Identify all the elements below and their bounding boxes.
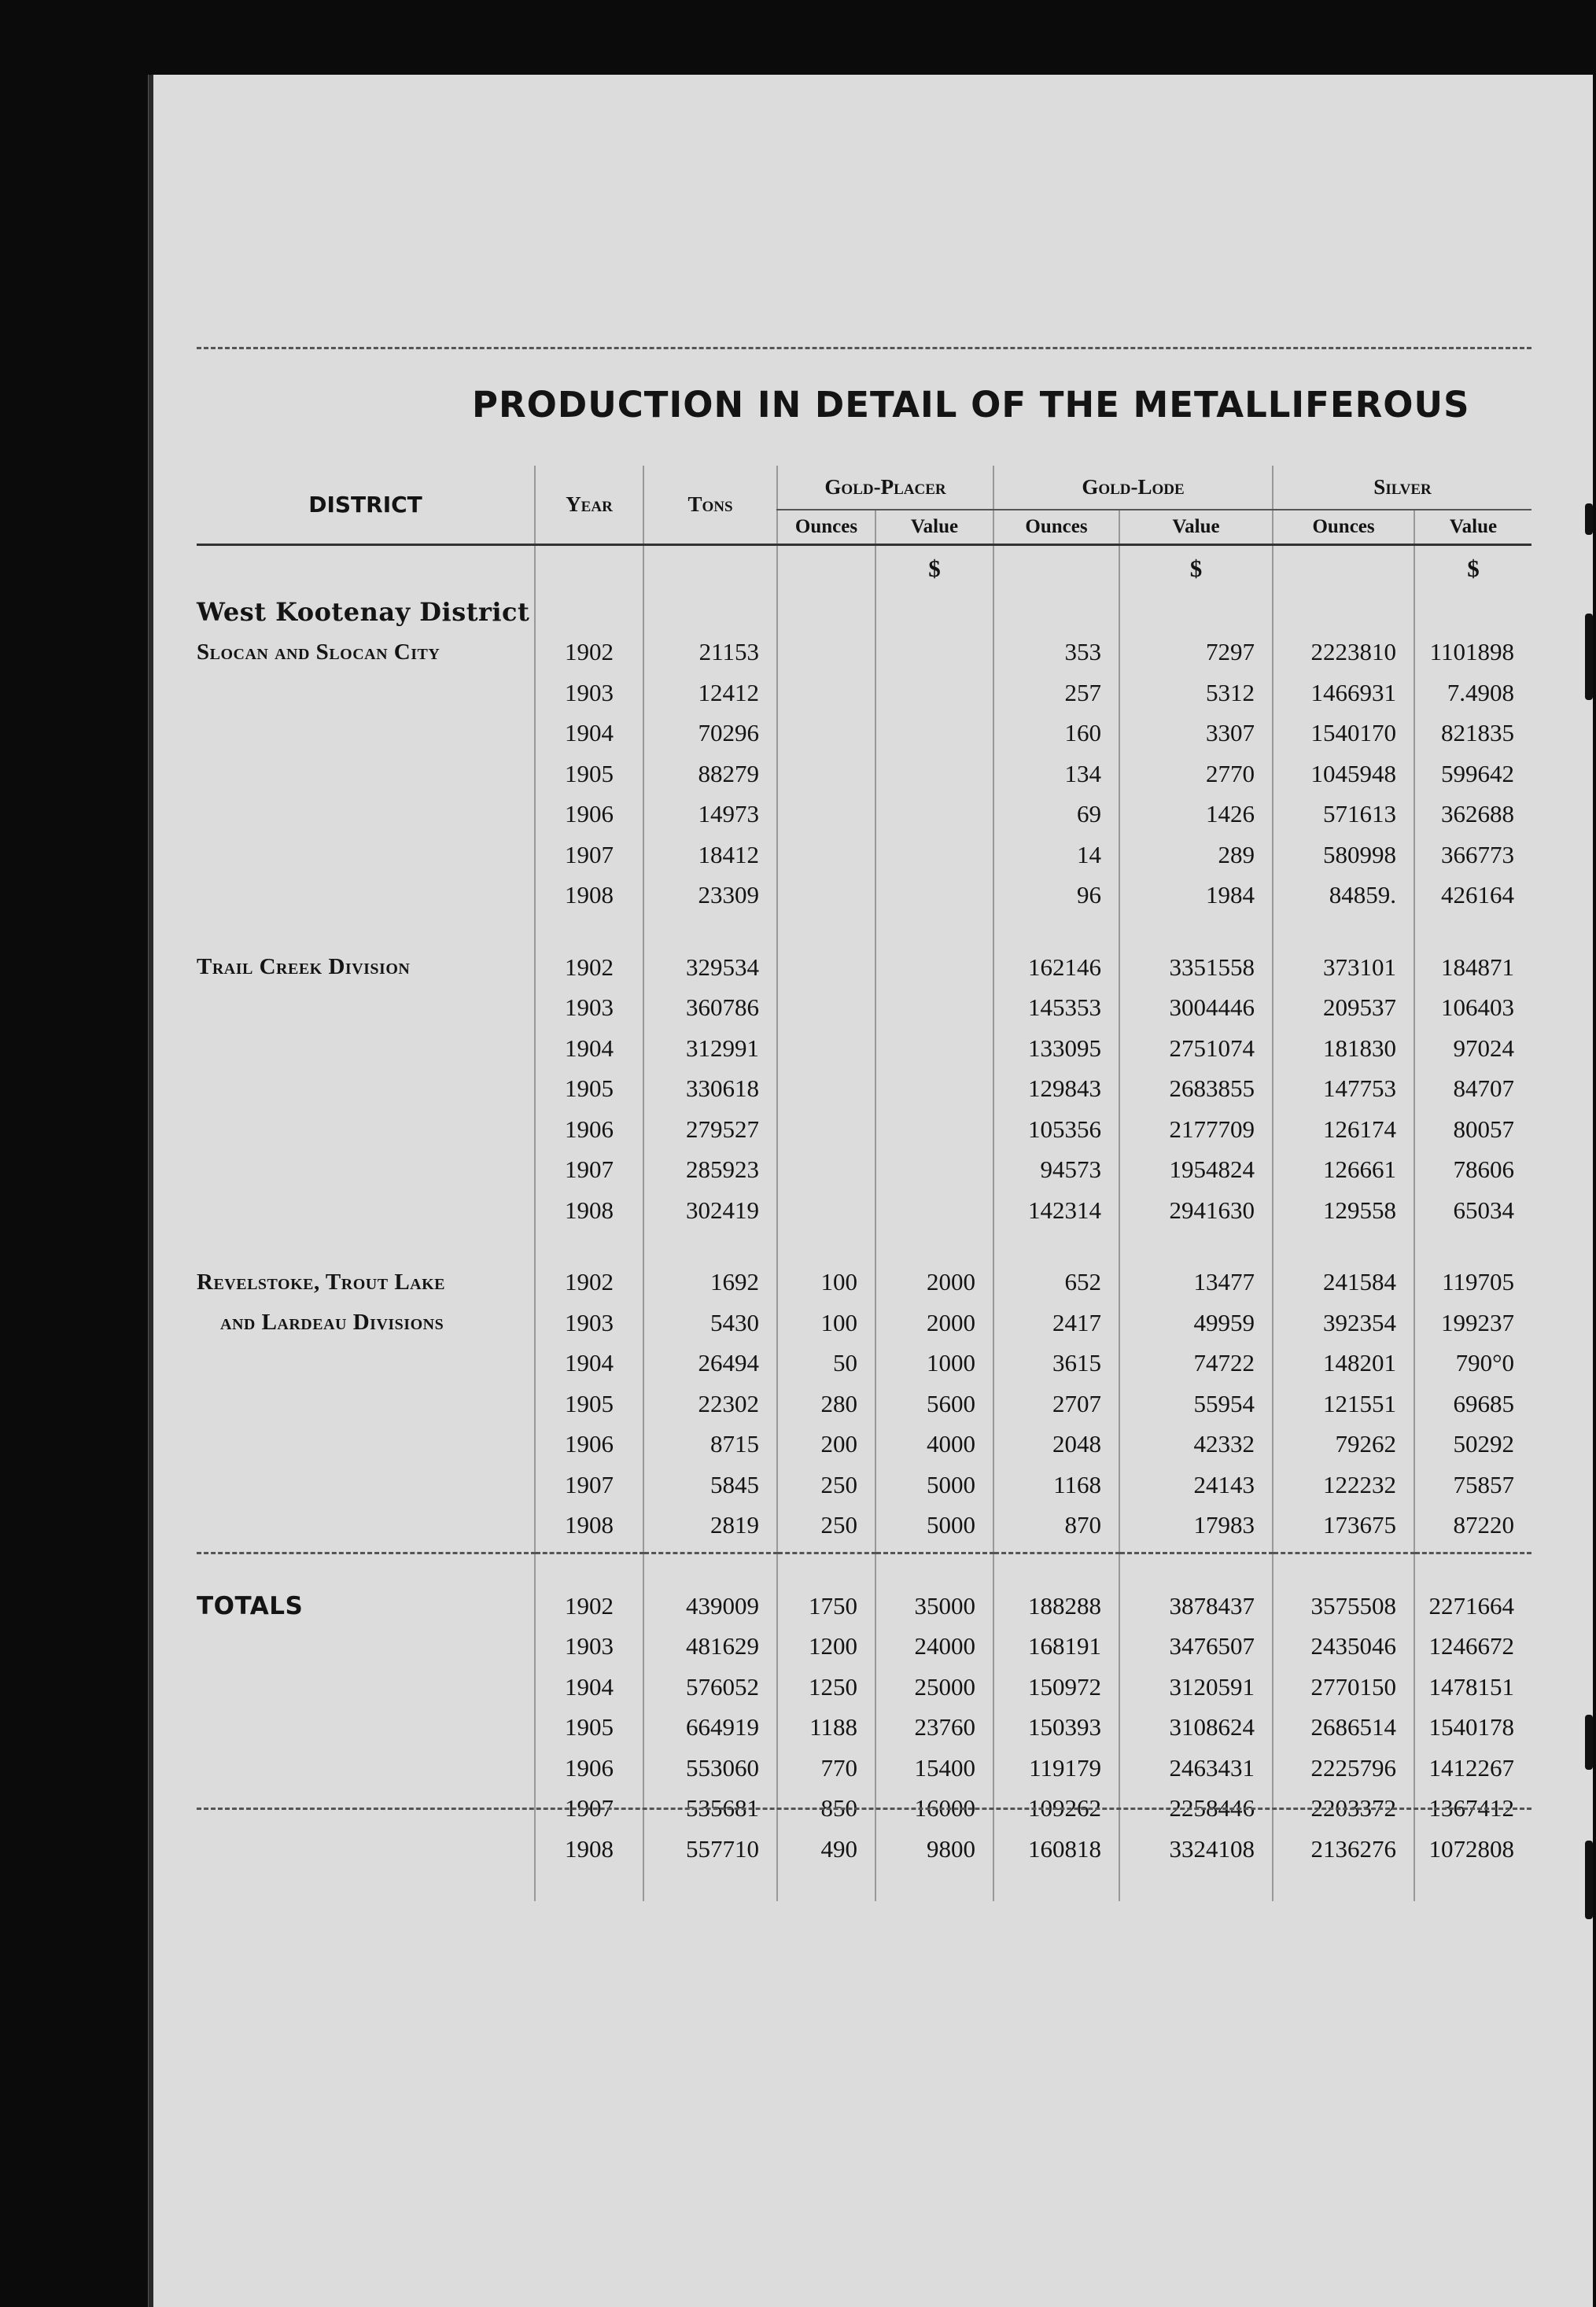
gold-placer-ounces-cell — [777, 1109, 875, 1150]
year-cell: 1906 — [535, 1109, 643, 1150]
silver-ounces-cell: 2136276 — [1273, 1829, 1414, 1870]
year-cell: 1907 — [535, 1789, 643, 1830]
gold-placer-value-cell: 5000 — [875, 1465, 993, 1505]
district-name: West Kootenay District — [197, 596, 530, 627]
silver-ounces-cell: 173675 — [1273, 1505, 1414, 1546]
gold-lode-value-cell: 1954824 — [1119, 1150, 1273, 1191]
header-silver-ounces: Ounces — [1273, 510, 1414, 544]
gold-lode-value-cell: 2463431 — [1119, 1748, 1273, 1789]
gold-placer-value-cell: 25000 — [875, 1667, 993, 1708]
gold-placer-ounces-cell: 1188 — [777, 1708, 875, 1749]
tons-cell: 576052 — [643, 1667, 777, 1708]
header-tons: Tons — [643, 466, 777, 544]
gold-lode-ounces-cell: 145353 — [993, 988, 1119, 1029]
table-row — [197, 713, 1531, 754]
gold-lode-ounces-cell: 150972 — [993, 1667, 1119, 1708]
silver-ounces-cell: 2435046 — [1273, 1627, 1414, 1668]
header-year: Year — [535, 466, 643, 544]
silver-ounces-cell: 147753 — [1273, 1069, 1414, 1110]
gold-placer-value-cell: 4000 — [875, 1424, 993, 1465]
silver-ounces-cell: 129558 — [1273, 1190, 1414, 1231]
tons-cell: 439009 — [643, 1586, 777, 1627]
gold-lode-ounces-cell: 652 — [993, 1262, 1119, 1303]
table-row — [197, 1424, 1531, 1465]
year-cell: 1905 — [535, 754, 643, 794]
section-spacer — [197, 916, 1531, 947]
table-row — [197, 1465, 1531, 1505]
gold-lode-ounces-cell: 14 — [993, 835, 1119, 875]
gold-lode-value-cell: 2258446 — [1119, 1789, 1273, 1830]
gold-placer-value-cell: 2000 — [875, 1303, 993, 1343]
tons-cell: 23309 — [643, 875, 777, 916]
year-cell: 1905 — [535, 1069, 643, 1110]
table-row — [197, 632, 1531, 673]
gold-placer-value-cell — [875, 1069, 993, 1110]
table-row — [197, 1384, 1531, 1424]
gold-lode-value-cell: 3120591 — [1119, 1667, 1273, 1708]
year-cell: 1902 — [535, 632, 643, 673]
year-cell: 1904 — [535, 713, 643, 754]
table-row — [197, 875, 1531, 916]
gold-lode-ounces-cell: 168191 — [993, 1627, 1119, 1668]
year-cell: 1907 — [535, 1150, 643, 1191]
silver-ounces-cell: 209537 — [1273, 988, 1414, 1029]
year-cell: 1904 — [535, 1667, 643, 1708]
table-row — [197, 1150, 1531, 1191]
gold-lode-value-cell: 2751074 — [1119, 1028, 1273, 1069]
gold-placer-value-cell: 9800 — [875, 1829, 993, 1870]
binding-mark — [1585, 1715, 1593, 1770]
gold-lode-ounces-cell: 870 — [993, 1505, 1119, 1546]
tons-cell: 26494 — [643, 1343, 777, 1384]
gold-lode-ounces-cell: 133095 — [993, 1028, 1119, 1069]
silver-ounces-cell: 1540170 — [1273, 713, 1414, 754]
gold-placer-ounces-cell — [777, 1150, 875, 1191]
tons-cell: 664919 — [643, 1708, 777, 1749]
table-row — [197, 673, 1531, 713]
district-name: Slocan and Slocan City — [197, 639, 440, 665]
gold-placer-value-cell — [875, 1109, 993, 1150]
silver-value-cell: 80057 — [1414, 1109, 1531, 1150]
year-cell: 1908 — [535, 875, 643, 916]
tons-cell: 302419 — [643, 1190, 777, 1231]
tons-cell: 70296 — [643, 713, 777, 754]
tons-cell: 22302 — [643, 1384, 777, 1424]
gold-lode-ounces-cell: 109262 — [993, 1789, 1119, 1830]
gold-lode-value-cell: 2941630 — [1119, 1190, 1273, 1231]
silver-ounces-cell: 79262 — [1273, 1424, 1414, 1465]
gold-lode-ounces-cell: 2048 — [993, 1424, 1119, 1465]
district-name: Revelstoke, Trout Lake — [197, 1269, 445, 1295]
gold-lode-value-cell: 17983 — [1119, 1505, 1273, 1546]
gold-lode-ounces-cell: 353 — [993, 632, 1119, 673]
year-cell: 1904 — [535, 1028, 643, 1069]
silver-value-cell: 426164 — [1414, 875, 1531, 916]
gold-placer-ounces-cell: 250 — [777, 1465, 875, 1505]
gold-placer-ounces-cell: 100 — [777, 1262, 875, 1303]
gold-lode-ounces-cell: 150393 — [993, 1708, 1119, 1749]
year-cell: 1902 — [535, 947, 643, 988]
silver-ounces-cell: 2203372 — [1273, 1789, 1414, 1830]
gold-placer-value-cell — [875, 1028, 993, 1069]
binding-mark — [1585, 503, 1593, 535]
currency-row — [197, 544, 1531, 591]
header-gold-lode-value: Value — [1119, 510, 1273, 544]
gold-lode-dollar-sign: $ — [1119, 544, 1273, 591]
gold-placer-ounces-cell — [777, 713, 875, 754]
table-row — [197, 1303, 1531, 1343]
gold-placer-ounces-cell: 280 — [777, 1384, 875, 1424]
table-row — [197, 1748, 1531, 1789]
silver-value-cell: 1367412 — [1414, 1789, 1531, 1830]
gold-placer-ounces-cell: 1200 — [777, 1627, 875, 1668]
gold-placer-value-cell: 2000 — [875, 1262, 993, 1303]
gold-lode-value-cell: 24143 — [1119, 1465, 1273, 1505]
gold-placer-value-cell: 23760 — [875, 1708, 993, 1749]
gold-lode-value-cell: 13477 — [1119, 1262, 1273, 1303]
silver-value-cell: 1540178 — [1414, 1708, 1531, 1749]
silver-ounces-cell: 181830 — [1273, 1028, 1414, 1069]
table-row — [197, 1109, 1531, 1150]
tons-cell: 285923 — [643, 1150, 777, 1191]
header-silver-value: Value — [1414, 510, 1531, 544]
silver-ounces-cell: 84859. — [1273, 875, 1414, 916]
gold-lode-value-cell: 1426 — [1119, 794, 1273, 835]
year-cell: 1903 — [535, 1627, 643, 1668]
gold-placer-value-cell: 16000 — [875, 1789, 993, 1830]
tons-cell: 14973 — [643, 794, 777, 835]
gold-lode-ounces-cell: 94573 — [993, 1150, 1119, 1191]
silver-value-cell: 599642 — [1414, 754, 1531, 794]
binding-mark — [1585, 614, 1593, 700]
year-cell: 1904 — [535, 1343, 643, 1384]
silver-value-cell: 69685 — [1414, 1384, 1531, 1424]
gold-lode-value-cell: 42332 — [1119, 1424, 1273, 1465]
silver-value-cell: 2271664 — [1414, 1586, 1531, 1627]
silver-ounces-cell: 2223810 — [1273, 632, 1414, 673]
gold-placer-ounces-cell: 200 — [777, 1424, 875, 1465]
tons-cell: 553060 — [643, 1748, 777, 1789]
gold-lode-ounces-cell: 160 — [993, 713, 1119, 754]
table-row — [197, 1627, 1531, 1668]
gold-placer-ounces-cell — [777, 794, 875, 835]
header-gold-lode-ounces: Ounces — [993, 510, 1119, 544]
silver-ounces-cell: 571613 — [1273, 794, 1414, 835]
gold-lode-value-cell: 55954 — [1119, 1384, 1273, 1424]
gold-placer-ounces-cell: 770 — [777, 1748, 875, 1789]
gold-lode-ounces-cell: 257 — [993, 673, 1119, 713]
header-silver: Silver — [1273, 466, 1531, 510]
gold-placer-value-cell: 1000 — [875, 1343, 993, 1384]
silver-value-cell: 1412267 — [1414, 1748, 1531, 1789]
tons-cell: 279527 — [643, 1109, 777, 1150]
silver-ounces-cell: 373101 — [1273, 947, 1414, 988]
district-name: and Lardeau Divisions — [220, 1310, 444, 1336]
silver-ounces-cell: 2770150 — [1273, 1667, 1414, 1708]
gold-placer-value-cell — [875, 875, 993, 916]
silver-value-cell: 199237 — [1414, 1303, 1531, 1343]
gold-placer-value-cell: 5000 — [875, 1505, 993, 1546]
silver-ounces-cell: 392354 — [1273, 1303, 1414, 1343]
gold-placer-value-cell: 24000 — [875, 1627, 993, 1668]
table-row — [197, 1069, 1531, 1110]
silver-value-cell: 7.4908 — [1414, 673, 1531, 713]
tons-cell: 312991 — [643, 1028, 777, 1069]
year-cell: 1906 — [535, 1424, 643, 1465]
gold-placer-value-cell: 15400 — [875, 1748, 993, 1789]
year-cell: 1906 — [535, 794, 643, 835]
bottom-dashed-rule — [197, 1808, 1531, 1810]
silver-ounces-cell: 122232 — [1273, 1465, 1414, 1505]
silver-value-cell: 362688 — [1414, 794, 1531, 835]
silver-ounces-cell: 2686514 — [1273, 1708, 1414, 1749]
table-row — [197, 754, 1531, 794]
tons-cell: 8715 — [643, 1424, 777, 1465]
header-gold-placer-ounces: Ounces — [777, 510, 875, 544]
tons-cell: 2819 — [643, 1505, 777, 1546]
silver-value-cell: 1101898 — [1414, 632, 1531, 673]
section-spacer — [197, 1231, 1531, 1262]
gold-placer-ounces-cell — [777, 673, 875, 713]
year-cell: 1905 — [535, 1708, 643, 1749]
year-cell: 1903 — [535, 1303, 643, 1343]
silver-dollar-sign: $ — [1414, 544, 1531, 591]
table-row — [197, 947, 1531, 988]
tons-cell: 535681 — [643, 1789, 777, 1830]
year-cell: 1906 — [535, 1748, 643, 1789]
silver-value-cell: 184871 — [1414, 947, 1531, 988]
silver-value-cell: 366773 — [1414, 835, 1531, 875]
silver-value-cell: 97024 — [1414, 1028, 1531, 1069]
silver-ounces-cell: 3575508 — [1273, 1586, 1414, 1627]
tons-cell: 5845 — [643, 1465, 777, 1505]
tons-cell: 1692 — [643, 1262, 777, 1303]
gold-lode-ounces-cell: 162146 — [993, 947, 1119, 988]
gold-placer-value-cell — [875, 794, 993, 835]
gold-placer-value-cell: 5600 — [875, 1384, 993, 1424]
table-tail — [197, 1870, 1531, 1901]
silver-value-cell: 65034 — [1414, 1190, 1531, 1231]
tons-cell: 88279 — [643, 754, 777, 794]
silver-value-cell: 119705 — [1414, 1262, 1531, 1303]
year-cell: 1908 — [535, 1829, 643, 1870]
gold-placer-value-cell — [875, 835, 993, 875]
gold-lode-value-cell: 49959 — [1119, 1303, 1273, 1343]
header-gold-placer-value: Value — [875, 510, 993, 544]
gold-placer-dollar-sign: $ — [875, 544, 993, 591]
year-cell: 1902 — [535, 1262, 643, 1303]
top-dashed-rule — [197, 347, 1531, 349]
gold-placer-ounces-cell: 850 — [777, 1789, 875, 1830]
silver-ounces-cell: 580998 — [1273, 835, 1414, 875]
gold-placer-ounces-cell — [777, 988, 875, 1029]
table-row — [197, 1586, 1531, 1627]
table-row — [197, 1829, 1531, 1870]
tons-cell: 360786 — [643, 988, 777, 1029]
gold-lode-ounces-cell: 188288 — [993, 1586, 1119, 1627]
tons-cell: 5430 — [643, 1303, 777, 1343]
gold-placer-value-cell — [875, 673, 993, 713]
gold-placer-value-cell — [875, 1190, 993, 1231]
year-cell: 1903 — [535, 673, 643, 713]
gold-lode-value-cell: 2770 — [1119, 754, 1273, 794]
gold-lode-value-cell: 3476507 — [1119, 1627, 1273, 1668]
year-cell: 1903 — [535, 988, 643, 1029]
gold-lode-ounces-cell: 2417 — [993, 1303, 1119, 1343]
gold-placer-ounces-cell — [777, 754, 875, 794]
gold-lode-value-cell: 7297 — [1119, 632, 1273, 673]
section-spacer — [197, 1553, 1531, 1587]
gold-placer-value-cell: 35000 — [875, 1586, 993, 1627]
tons-cell: 481629 — [643, 1627, 777, 1668]
year-cell: 1908 — [535, 1190, 643, 1231]
table-row — [197, 1708, 1531, 1749]
gold-placer-ounces-cell — [777, 632, 875, 673]
production-table — [197, 466, 1531, 1901]
gold-lode-ounces-cell: 96 — [993, 875, 1119, 916]
silver-value-cell: 1246672 — [1414, 1627, 1531, 1668]
gold-lode-ounces-cell: 160818 — [993, 1829, 1119, 1870]
gold-lode-ounces-cell: 1168 — [993, 1465, 1119, 1505]
district-name: Trail Creek Division — [197, 954, 411, 980]
table-row — [197, 988, 1531, 1029]
table-row — [197, 1343, 1531, 1384]
gold-placer-ounces-cell: 100 — [777, 1303, 875, 1343]
district-heading-row — [197, 591, 1531, 632]
silver-ounces-cell: 126174 — [1273, 1109, 1414, 1150]
gold-placer-ounces-cell: 50 — [777, 1343, 875, 1384]
silver-value-cell: 1072808 — [1414, 1829, 1531, 1870]
header-gold-placer: Gold-Placer — [777, 466, 993, 510]
gold-lode-value-cell: 74722 — [1119, 1343, 1273, 1384]
gold-placer-value-cell — [875, 713, 993, 754]
gold-placer-ounces-cell: 1750 — [777, 1586, 875, 1627]
gold-placer-ounces-cell — [777, 875, 875, 916]
silver-value-cell: 87220 — [1414, 1505, 1531, 1546]
gold-placer-ounces-cell — [777, 947, 875, 988]
totals-separator — [197, 1546, 1531, 1553]
tons-cell: 330618 — [643, 1069, 777, 1110]
table-row — [197, 1028, 1531, 1069]
tons-cell: 557710 — [643, 1829, 777, 1870]
gold-lode-ounces-cell: 119179 — [993, 1748, 1119, 1789]
year-cell: 1908 — [535, 1505, 643, 1546]
gold-lode-value-cell: 3004446 — [1119, 988, 1273, 1029]
gold-placer-ounces-cell: 1250 — [777, 1667, 875, 1708]
tons-cell: 12412 — [643, 673, 777, 713]
table-row — [197, 1262, 1531, 1303]
silver-ounces-cell: 1466931 — [1273, 673, 1414, 713]
tons-cell: 18412 — [643, 835, 777, 875]
gold-placer-ounces-cell — [777, 1069, 875, 1110]
gold-lode-value-cell: 289 — [1119, 835, 1273, 875]
gold-lode-ounces-cell: 2707 — [993, 1384, 1119, 1424]
table-row — [197, 794, 1531, 835]
silver-ounces-cell: 121551 — [1273, 1384, 1414, 1424]
gold-placer-value-cell — [875, 988, 993, 1029]
year-cell: 1907 — [535, 1465, 643, 1505]
gold-placer-value-cell — [875, 754, 993, 794]
tons-cell: 21153 — [643, 632, 777, 673]
table-row — [197, 1505, 1531, 1546]
silver-value-cell: 821835 — [1414, 713, 1531, 754]
gold-placer-value-cell — [875, 632, 993, 673]
binding-mark — [1585, 1841, 1593, 1919]
gold-lode-ounces-cell: 69 — [993, 794, 1119, 835]
silver-value-cell: 84707 — [1414, 1069, 1531, 1110]
gold-lode-value-cell: 3108624 — [1119, 1708, 1273, 1749]
gold-placer-ounces-cell: 250 — [777, 1505, 875, 1546]
table-row — [197, 835, 1531, 875]
gold-lode-ounces-cell: 105356 — [993, 1109, 1119, 1150]
page-title: PRODUCTION IN DETAIL OF THE METALLIFEROUS — [472, 384, 1470, 426]
silver-value-cell: 790°0 — [1414, 1343, 1531, 1384]
gold-placer-value-cell — [875, 947, 993, 988]
silver-ounces-cell: 148201 — [1273, 1343, 1414, 1384]
table-row — [197, 1190, 1531, 1231]
gold-lode-ounces-cell: 142314 — [993, 1190, 1119, 1231]
year-cell: 1907 — [535, 835, 643, 875]
table-row — [197, 1667, 1531, 1708]
gold-lode-value-cell: 5312 — [1119, 673, 1273, 713]
gold-placer-ounces-cell — [777, 1028, 875, 1069]
gold-placer-ounces-cell: 490 — [777, 1829, 875, 1870]
gold-placer-ounces-cell — [777, 835, 875, 875]
gold-lode-value-cell: 3351558 — [1119, 947, 1273, 988]
silver-value-cell: 1478151 — [1414, 1667, 1531, 1708]
silver-value-cell: 78606 — [1414, 1150, 1531, 1191]
silver-value-cell: 50292 — [1414, 1424, 1531, 1465]
year-cell: 1902 — [535, 1586, 643, 1627]
gold-lode-value-cell: 2177709 — [1119, 1109, 1273, 1150]
gold-lode-value-cell: 3324108 — [1119, 1829, 1273, 1870]
gold-lode-value-cell: 3307 — [1119, 713, 1273, 754]
gold-lode-value-cell: 2683855 — [1119, 1069, 1273, 1110]
silver-ounces-cell: 241584 — [1273, 1262, 1414, 1303]
gold-placer-value-cell — [875, 1150, 993, 1191]
tons-cell: 329534 — [643, 947, 777, 988]
gold-placer-ounces-cell — [777, 1190, 875, 1231]
silver-ounces-cell: 2225796 — [1273, 1748, 1414, 1789]
gold-lode-value-cell: 1984 — [1119, 875, 1273, 916]
silver-value-cell: 75857 — [1414, 1465, 1531, 1505]
header-district: DISTRICT — [197, 466, 535, 544]
district-name: TOTALS — [197, 1591, 304, 1620]
gold-lode-ounces-cell: 3615 — [993, 1343, 1119, 1384]
silver-ounces-cell: 126661 — [1273, 1150, 1414, 1191]
header-gold-lode: Gold-Lode — [993, 466, 1273, 510]
gold-lode-ounces-cell: 129843 — [993, 1069, 1119, 1110]
year-cell: 1905 — [535, 1384, 643, 1424]
silver-ounces-cell: 1045948 — [1273, 754, 1414, 794]
silver-value-cell: 106403 — [1414, 988, 1531, 1029]
gold-lode-value-cell: 3878437 — [1119, 1586, 1273, 1627]
gold-lode-ounces-cell: 134 — [993, 754, 1119, 794]
